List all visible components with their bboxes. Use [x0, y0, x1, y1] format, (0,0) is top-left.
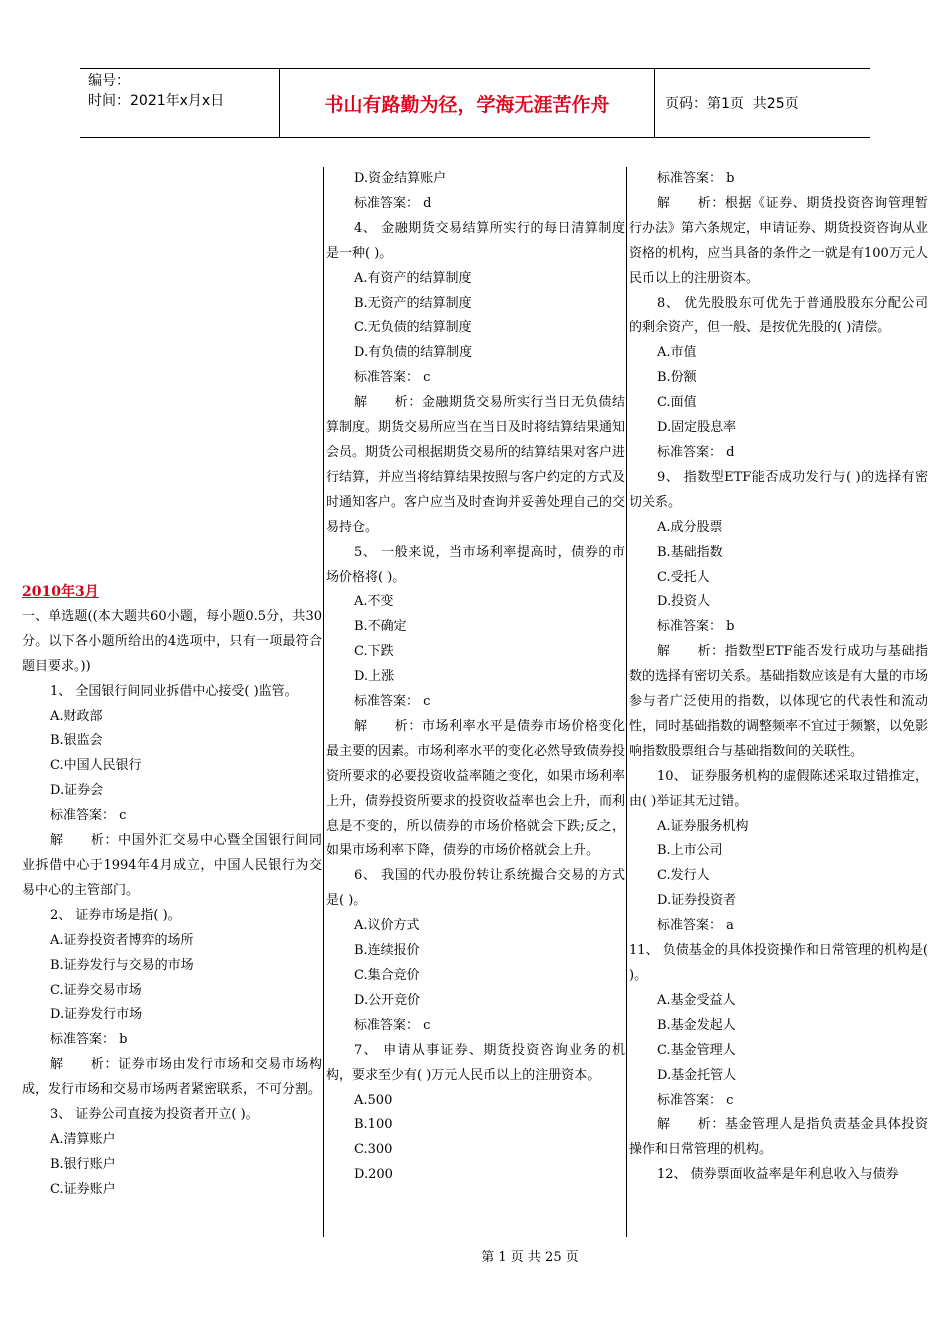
text-line: B.上市公司: [657, 843, 723, 859]
text-line: A.财政部: [50, 708, 103, 724]
text-line: 标准答案： d: [354, 195, 432, 211]
text-line: 解 析：基金管理人是指负责基金具体投资操作和日常管理的机构。: [629, 1117, 928, 1158]
header-meta: [80, 69, 280, 137]
column-2: [326, 167, 625, 1188]
text-line: B.证券发行与交易的市场: [50, 957, 194, 973]
text-line: C.发行人: [657, 868, 710, 884]
page-footer: 第 1 页 共 25 页: [481, 1250, 579, 1265]
text-line: 一、单选题((本大题共60小题，每小题0.5分，共30分。以下各小题所给出的4选项中，只有一项最符合题目要求。)): [22, 608, 322, 674]
text-line: 解 析：中国外汇交易中心暨全国银行间同业拆借中心于1994年4月成立，中国人民银行为交易中心的主管部门。: [22, 833, 322, 898]
text-line: B.基金发起人: [657, 1017, 736, 1033]
text-line: 标准答案： c: [354, 1017, 431, 1033]
text-line: A.市值: [657, 345, 697, 361]
text-line: A.清算账户: [50, 1131, 116, 1147]
text-line: 标准答案： c: [354, 370, 431, 386]
text-line: A.500: [354, 1092, 393, 1108]
text-line: C.300: [354, 1142, 393, 1158]
text-line: 4、 金融期货交易结算所实行的每日清算制度是一种( )。: [326, 220, 625, 261]
text-line: A.有资产的结算制度: [354, 270, 472, 286]
doc-time-label: 时间：2021年x月x日: [88, 93, 225, 109]
text-line: 标准答案： b: [657, 619, 735, 635]
header-page: [655, 69, 870, 137]
text-line: D.固定股息率: [657, 420, 737, 436]
text-line: A.证券投资者博弈的场所: [50, 932, 194, 948]
text-line: 6、 我国的代办股份转让系统撮合交易的方式是( )。: [326, 868, 625, 909]
text-line: D.证券发行市场: [50, 1007, 143, 1023]
text-line: B.银监会: [50, 733, 103, 749]
text-line: D.上涨: [354, 669, 395, 685]
text-line: D.有负债的结算制度: [354, 345, 473, 361]
text-line: C.中国人民银行: [50, 758, 142, 774]
doc-number-label: 编号：: [88, 73, 130, 89]
text-line: 标准答案： c: [50, 808, 127, 824]
section-title: 2010年3月: [22, 584, 99, 600]
header-motto: 书山有路勤为径，学海无涯苦作舟: [280, 69, 655, 137]
text-line: B.份额: [657, 370, 697, 386]
text-line: C.面值: [657, 395, 697, 411]
text-line: D.公开竞价: [354, 992, 421, 1008]
text-line: B.无资产的结算制度: [354, 295, 472, 311]
text-line: 标准答案： a: [657, 918, 734, 934]
text-line: D.资金结算账户: [354, 171, 447, 186]
text-line: D.投资人: [657, 594, 711, 610]
text-line: 解 析：根据《证券、期货投资咨询管理暂行办法》第六条规定，申请证券、期货投资咨询从业资格的机构，应当具备的条件之一就是有100万元人民币以上的注册资本。: [629, 195, 929, 286]
text-line: 解 析：市场利率水平是债券市场价格变化最主要的因素。市场利率水平的变化必然导致债券投资所要求的必要投资收益率随之变化，如果市场利率上升，债券投资所要求的投资收益率也会上升，而利息是不变的，所以债券的市场价格就会下跌;反之，如果市场利率下降，债券的市场价格就会上升。: [326, 718, 626, 859]
text-line: 标准答案： d: [657, 444, 735, 460]
text-line: 3、 证券公司直接为投资者开立( )。: [50, 1107, 259, 1123]
text-line: 2、 证券市场是指( )。: [50, 907, 181, 923]
text-line: 7、 申请从事证券、期货投资咨询业务的机构，要求至少有( )万元人民币以上的注册资本。: [326, 1042, 625, 1083]
text-line: C.受托人: [657, 569, 710, 585]
column-3: [629, 167, 928, 1188]
text-line: C.集合竞价: [354, 968, 420, 983]
text-line: A.证券服务机构: [657, 818, 749, 834]
text-line: B.100: [354, 1117, 393, 1133]
text-line: C.下跌: [354, 644, 394, 660]
text-line: A.基金受益人: [657, 992, 736, 1008]
text-line: C.无负债的结算制度: [354, 320, 472, 336]
column-divider: [626, 167, 627, 1237]
text-line: 解 析：金融期货交易所实行当日无负债结算制度。期货交易所应当在当日及时将结算结果通知会员。期货公司根据期货交易所的结算结果对客户进行结算，并应当将结算结果按照与客户约定的方式及时通知客户。客户应当及时查询并妥善处理自己的交易持仓。: [326, 395, 626, 535]
text-line: 10、 证券服务机构的虚假陈述采取过错推定，由( )举证其无过错。: [629, 768, 928, 809]
page-header: [80, 68, 870, 138]
text-line: C.证券账户: [50, 1181, 116, 1197]
text-line: 8、 优先股股东可优先于普通股股东分配公司的剩余资产，但一般、是按优先股的( )清偿。: [629, 295, 928, 336]
text-line: 1、 全国银行间同业拆借中心接受( )监管。: [50, 683, 298, 699]
text-line: C.基金管理人: [657, 1042, 736, 1058]
text-line: C.证券交易市场: [50, 982, 142, 998]
text-line: 9、 指数型ETF能否成功发行与( )的选择有密切关系。: [629, 469, 928, 510]
text-line: B.不确定: [354, 619, 407, 635]
text-line: 解 析：指数型ETF能否发行成功与基础指数的选择有密切关系。基础指数应该是有大量的市场参与者广泛使用的指数，以体现它的代表性和流动性，同时基础指数的调整频率不宜过于频繁，以免影响指数股票组合与基础指数间的关联性。: [629, 644, 929, 759]
text-line: 解 析：证券市场由发行市场和交易市场构成，发行市场和交易市场两者紧密联系，不可分割。: [22, 1057, 322, 1098]
column-1: [22, 580, 322, 1203]
text-line: 12、 债券票面收益率是年利息收入与债券: [657, 1167, 899, 1183]
text-line: 标准答案： b: [50, 1032, 128, 1048]
text-line: A.成分股票: [657, 519, 723, 535]
text-line: 标准答案： c: [657, 1092, 734, 1108]
text-line: 5、 一般来说，当市场利率提高时，债券的市场价格将( )。: [326, 544, 625, 585]
text-line: D.证券会: [50, 783, 104, 799]
text-line: 标准答案： c: [354, 694, 431, 710]
text-line: B.银行账户: [50, 1156, 116, 1172]
text-line: A.议价方式: [354, 918, 420, 934]
text-line: D.200: [354, 1167, 393, 1183]
text-line: 11、 负债基金的具体投资操作和日常管理的机构是( )。: [629, 943, 928, 983]
column-divider: [323, 167, 324, 1237]
text-line: D.证券投资者: [657, 893, 737, 909]
text-line: D.基金托管人: [657, 1067, 737, 1083]
text-line: B.连续报价: [354, 943, 420, 959]
text-line: B.基础指数: [657, 544, 723, 560]
text-line: 标准答案： b: [657, 171, 735, 186]
page-number-label: 页码：第1页 共25页: [665, 96, 799, 112]
text-line: A.不变: [354, 594, 394, 610]
